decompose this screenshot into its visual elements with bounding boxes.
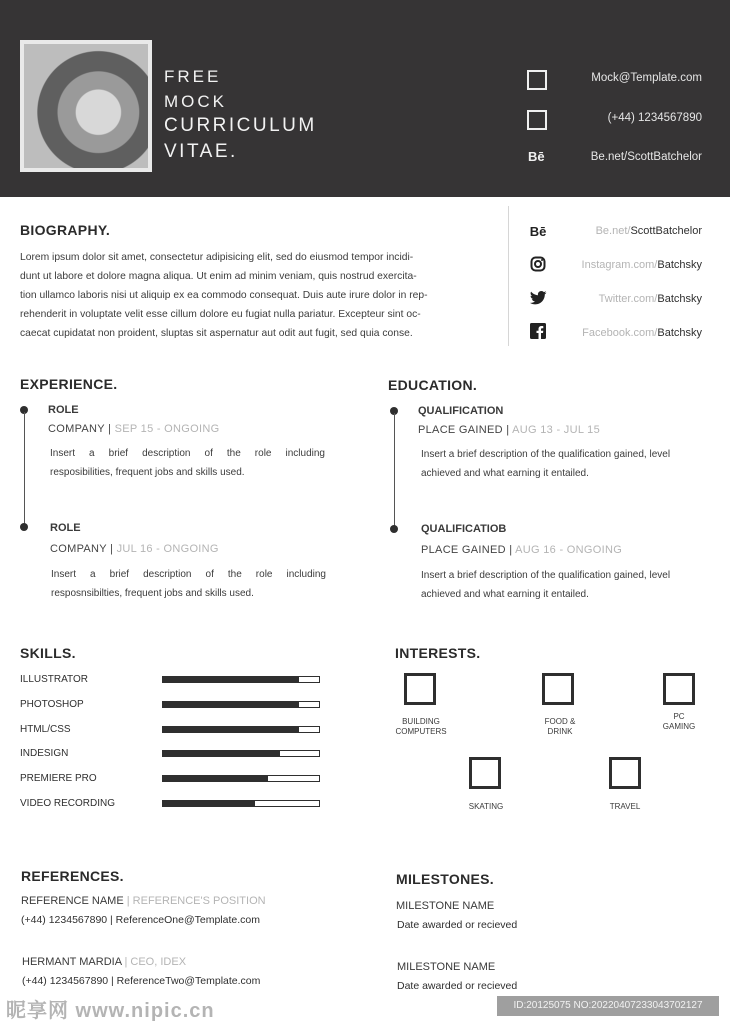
reference-name-line (22, 956, 186, 968)
skills-heading: SKILLS. (20, 645, 76, 661)
separator: | (104, 423, 115, 435)
date-range: SEP 15 - ONGOING (114, 423, 220, 435)
experience-description (50, 445, 325, 482)
education-description (421, 446, 711, 483)
education-heading: EDUCATION. (388, 377, 478, 393)
social-instagram[interactable] (582, 259, 702, 271)
milestone-name: MILESTONE NAME (396, 900, 495, 912)
separator: | (106, 543, 117, 555)
company-name: COMPANY (48, 423, 105, 435)
instagram-icon (528, 254, 548, 274)
education-place-line (418, 424, 600, 436)
experience-company-line (48, 423, 219, 435)
interest-label (585, 802, 665, 812)
separator: | (502, 424, 513, 436)
interests-heading: INTERESTS. (395, 645, 481, 661)
timeline-dot (20, 523, 28, 531)
skill-label: PREMIERE PRO (20, 773, 97, 784)
pc-gaming-icon (663, 673, 695, 705)
description-line: Insert a brief description of the qualification gained, level (421, 570, 671, 581)
skill-label: ILLUSTRATOR (20, 674, 88, 685)
timeline-dot (390, 525, 398, 533)
interest-label (381, 717, 461, 737)
phone-square-icon (527, 110, 547, 130)
skill-bar-fill (163, 727, 299, 732)
building-computers-icon (404, 673, 436, 705)
milestone-name: MILESTONE NAME (397, 961, 496, 973)
biography-heading: BIOGRAPHY. (20, 222, 111, 238)
milestone-detail: Date awarded or recieved (397, 919, 518, 931)
description-line: Insert a brief description of the role including (50, 448, 325, 459)
interest-label (520, 717, 600, 737)
description-line: Insert a brief description of the role including (51, 569, 326, 580)
place-name: PLACE GAINED (421, 544, 506, 556)
skill-label: VIDEO RECORDING (20, 798, 116, 809)
skill-bar-fill (163, 751, 280, 756)
label-line: DRINK (547, 727, 573, 736)
description-line: resposibilities, frequent jobs and skills used. (50, 466, 245, 478)
separator: | (121, 956, 131, 968)
twitter-icon (528, 288, 548, 308)
behance-icon: Bē (529, 223, 547, 239)
social-twitter[interactable] (599, 293, 702, 305)
social-handle: Batchsky (657, 327, 702, 339)
experience-role: ROLE (48, 404, 79, 416)
milestone-detail: Date awarded or recieved (397, 980, 518, 992)
date-range: AUG 13 - JUL 15 (512, 424, 601, 436)
timeline-line (394, 413, 395, 526)
education-qualification: QUALIFICATION (418, 405, 504, 417)
biography-line: Lorem ipsum dolor sit amet, consectetur adipisicing elit, sed do eiusmod tempor incidi- (20, 252, 414, 263)
reference-contact[interactable]: (+44) 1234567890 | ReferenceOne@Template.com (21, 914, 260, 926)
experience-heading: EXPERIENCE. (20, 376, 118, 392)
skill-bar-fill (163, 677, 299, 682)
skill-label: HTML/CSS (20, 724, 71, 735)
interest-label (639, 712, 719, 732)
experience-company-line (50, 543, 219, 555)
skill-label: INDESIGN (20, 748, 69, 759)
facebook-icon (528, 321, 548, 341)
label-line: FOOD & (544, 717, 576, 726)
label-line: PC (673, 712, 685, 721)
watermark-logo: 昵享网 www.nipic.cn (6, 1000, 215, 1022)
social-handle: Batchsky (657, 259, 702, 271)
date-range: JUL 16 - ONGOING (116, 543, 219, 555)
biography-line: rehenderit in voluptate velit esse cillum dolore eu fugiat nulla pariatur. Excepteur sint oc- (20, 309, 421, 320)
biography-line: tion ullamco laboris nisi ut aliquip ex ea commodo consequat. Duis aute irure dolor in rep- (20, 290, 428, 301)
skill-bar-fill (163, 801, 255, 806)
company-name: COMPANY (50, 543, 107, 555)
description-line: Insert a brief description of the qualification gained, level (421, 449, 671, 460)
label-line: SKATING (468, 802, 504, 811)
description-line: achieved and what earning it entailed. (421, 588, 589, 600)
skill-bar (162, 726, 320, 733)
education-qualification: QUALIFICATIOB (421, 523, 507, 535)
skill-bar (162, 676, 320, 683)
description-line: resposnsibilties, frequent jobs and skills used. (51, 587, 254, 599)
label-line: GAMING (662, 722, 696, 731)
profile-photo (24, 44, 148, 168)
experience-description (51, 566, 326, 603)
biography-line: dunt ut labore et dolore magna aliqua. Ut enim ad minim veniam, quis nostrud exercita- (20, 271, 417, 282)
skating-icon (469, 757, 501, 789)
skill-bar-fill (163, 776, 268, 781)
label-line: TRAVEL (609, 802, 641, 811)
title-line-2: MOCK (164, 92, 227, 111)
reference-name: REFERENCE NAME (21, 895, 124, 907)
header-phone[interactable]: (+44) 1234567890 (607, 112, 702, 124)
separator: | (123, 895, 133, 907)
email-square-icon (527, 70, 547, 90)
social-prefix: Twitter.com/ (598, 293, 658, 305)
title-line-1: FREE (164, 67, 222, 86)
timeline-line (24, 412, 25, 524)
reference-name-line (21, 895, 266, 907)
social-facebook[interactable] (582, 327, 702, 339)
reference-position: REFERENCE'S POSITION (132, 895, 266, 907)
skill-bar (162, 701, 320, 708)
place-name: PLACE GAINED (418, 424, 503, 436)
reference-name: HERMANT MARDIA (22, 956, 122, 968)
label-line: COMPUTERS (395, 727, 447, 736)
social-behance[interactable] (596, 225, 702, 237)
skill-bar (162, 800, 320, 807)
title-line-4: VITAE. (164, 141, 238, 162)
social-prefix: Instagram.com/ (581, 259, 658, 271)
references-heading: REFERENCES. (21, 868, 124, 884)
travel-icon (609, 757, 641, 789)
experience-role: ROLE (50, 522, 81, 534)
profile-photo-frame (20, 40, 152, 172)
milestones-heading: MILESTONES. (396, 871, 494, 887)
reference-position: CEO, IDEX (130, 956, 187, 968)
header-email[interactable]: Mock@Template.com (591, 72, 702, 84)
biography-line: caecat cupidatat non proident, sluptas sit aspernatur aut odit aut fugit, sed quia conse. (20, 328, 413, 339)
social-handle: ScottBatchelor (630, 225, 702, 237)
date-range: AUG 16 - ONGOING (515, 544, 623, 556)
interest-label (446, 802, 526, 812)
label-line: BUILDING (402, 717, 440, 726)
header-behance[interactable]: Be.net/ScottBatchelor (590, 151, 702, 163)
education-description (421, 567, 711, 604)
skill-bar-fill (163, 702, 299, 707)
watermark-id: ID:20125075 NO:20220407233043702127 (497, 996, 719, 1016)
skill-bar (162, 775, 320, 782)
biography-divider (508, 206, 509, 346)
description-line: achieved and what earning it entailed. (421, 467, 589, 479)
education-place-line (421, 544, 622, 556)
title-line-3: CURRICULUM (164, 115, 317, 136)
separator: | (505, 544, 516, 556)
behance-icon: Bē (528, 149, 545, 164)
skill-label: PHOTOSHOP (20, 699, 84, 710)
social-handle: Batchsky (657, 293, 702, 305)
food-drink-icon (542, 673, 574, 705)
skill-bar (162, 750, 320, 757)
biography-text (20, 248, 468, 343)
reference-contact[interactable]: (+44) 1234567890 | ReferenceTwo@Template.com (22, 975, 261, 987)
social-prefix: Be.net/ (595, 225, 631, 237)
social-prefix: Facebook.com/ (582, 327, 658, 339)
